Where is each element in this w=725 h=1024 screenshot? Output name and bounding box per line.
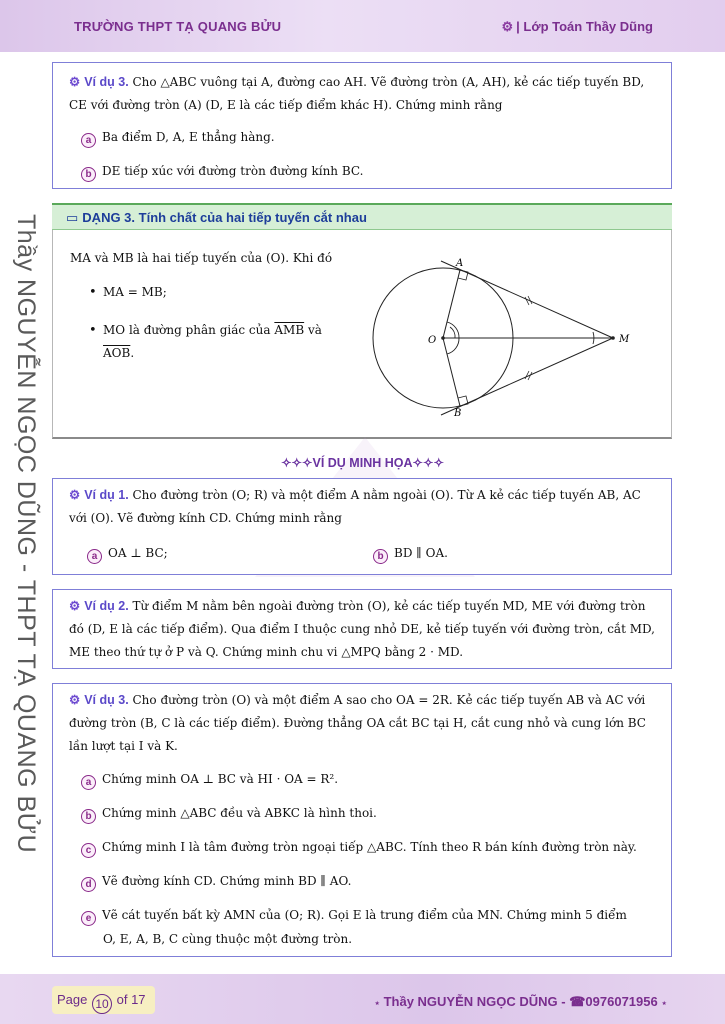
- list-item-continuation: O, E, A, B, C cùng thuộc một đường tròn.: [103, 932, 353, 946]
- example-1: ⚙ Ví dụ 1. Cho đường tròn (O; R) và một điểm A nằm ngoài (O). Từ A kẻ các tiếp tuyến AB, AC với (O). Vẽ đường kính CD. Chứng minh rằng a OA ⊥ BC; b BD ∥ OA.: [52, 478, 672, 575]
- tangent-figure: [363, 254, 663, 419]
- list-item: c Chứng minh I là tâm đường tròn ngoại tiếp △ABC. Tính theo R bán kính đường tròn này.: [81, 840, 637, 858]
- side-author-text: [4, 214, 40, 854]
- class-label: [501, 19, 653, 35]
- list-item: b Chứng minh △ABC đều và ABKC là hình thoi.: [81, 806, 377, 824]
- list-item: a OA ⊥ BC;: [87, 546, 168, 564]
- phone-icon: ☎: [569, 994, 586, 1009]
- list-item: a Ba điểm D, A, E thẳng hàng.: [81, 130, 275, 148]
- gear-icon: ⚙: [69, 488, 81, 502]
- school-name: TRƯỜNG THPT TẠ QUANG BỬU: [74, 19, 282, 34]
- list-item: b DE tiếp xúc với đường tròn đường kính BC.: [81, 164, 363, 182]
- example-3-top: [52, 62, 672, 189]
- example-label: Ví dụ 3.: [84, 75, 129, 89]
- example-label: Ví dụ 2.: [84, 599, 129, 613]
- page-header: [0, 0, 725, 52]
- class-text: | Lớp Toán Thầy Dũng: [516, 19, 653, 34]
- decor-icon: ✧✧✧: [412, 456, 444, 470]
- gear-icon: ⚙: [69, 75, 81, 89]
- list-item: e Vẽ cát tuyến bất kỳ AMN của (O; R). Gọi E là trung điểm của MN. Chứng minh 5 điểm: [81, 908, 627, 926]
- section-title: ▭ DẠNG 3. Tính chất của hai tiếp tuyến cắt nhau: [52, 203, 672, 230]
- gear-icon: ⚙: [69, 599, 81, 613]
- bullet-item: • MO là đường phân giác của $\overline{AMB}$ và $\overline{AOB}$.: [103, 319, 353, 365]
- example-label: Ví dụ 1.: [84, 488, 129, 502]
- examples-heading: ✧✧✧VÍ DỤ MINH HỌA✧✧✧: [281, 456, 444, 470]
- list-item: b BD ∥ OA.: [373, 546, 448, 564]
- gear-cluster-icon: ⚙: [501, 19, 514, 34]
- example-text: Cho △ABC vuông tại A, đường cao AH. Vẽ đường tròn (A, AH), kẻ các tiếp tuyến BD, CE với đường tròn (A) (D, E là các tiếp điểm khác H). Chứng minh rằng: [69, 75, 645, 112]
- point-label-a: A: [456, 258, 464, 269]
- point-label-b: B: [454, 408, 462, 419]
- point-label-o: O: [428, 335, 437, 346]
- section-body: [52, 230, 672, 439]
- side-text: Thầy NGUYỄN NGỌC DŨNG - THPT TẠ QUANG BỬU: [12, 214, 40, 854]
- example-label: Ví dụ 3.: [84, 693, 129, 707]
- decor-icon: ✧✧✧: [281, 456, 313, 470]
- list-item: d Vẽ đường kính CD. Chứng minh BD ∥ AO.: [81, 874, 351, 892]
- example-3: ⚙ Ví dụ 3. Cho đường tròn (O) và một điểm A sao cho OA = 2R. Kẻ các tiếp tuyến AB và AC với đường tròn (B, C là các tiếp điểm). Đường thẳng OA cắt BC tại H, cắt cung nhỏ và cung lớn BC lần lượt tại I và K. a Chứng minh OA ⊥ BC và HI · OA = R². b Chứng minh △ABC đều và ABKC là hình thoi. c Chứng minh I là tâm đường tròn ngoại tiếp △ABC. Tính theo R bán kính đường tròn này. d Vẽ đường kính CD. Chứng minh BD ∥ AO. e Vẽ cát tuyến bất kỳ AMN của (O; R). Gọi E là trung điểm của MN. Chứng minh 5 điểm O, E, A, B, C cùng thuộc một đường tròn.: [52, 683, 672, 957]
- page-indicator: Page 10 of 17: [52, 986, 155, 1014]
- section-intro: MA và MB là hai tiếp tuyến của (O). Khi đó: [70, 251, 333, 265]
- bullet-item: • MA = MB;: [103, 285, 167, 299]
- list-item: a Chứng minh OA ⊥ BC và HI · OA = R².: [81, 772, 338, 790]
- point-label-m: M: [619, 334, 630, 345]
- page-number: 10: [92, 994, 112, 1014]
- folder-icon: ▭: [66, 210, 79, 225]
- gear-icon: ⚙: [69, 693, 81, 707]
- footer-author: ⋆ Thầy NGUYỄN NGỌC DŨNG - ☎0976071956 ⋆: [374, 994, 667, 1009]
- example-2: ⚙ Ví dụ 2. Từ điểm M nằm bên ngoài đường tròn (O), kẻ các tiếp tuyến MD, ME với đường tròn đó (D, E là các tiếp điểm). Qua điểm I thuộc cung nhỏ DE, kẻ tiếp tuyến với đường tròn, cắt MD, ME theo thứ tự ở P và Q. Chứng minh chu vi △MPQ bằng 2 · MD.: [52, 589, 672, 669]
